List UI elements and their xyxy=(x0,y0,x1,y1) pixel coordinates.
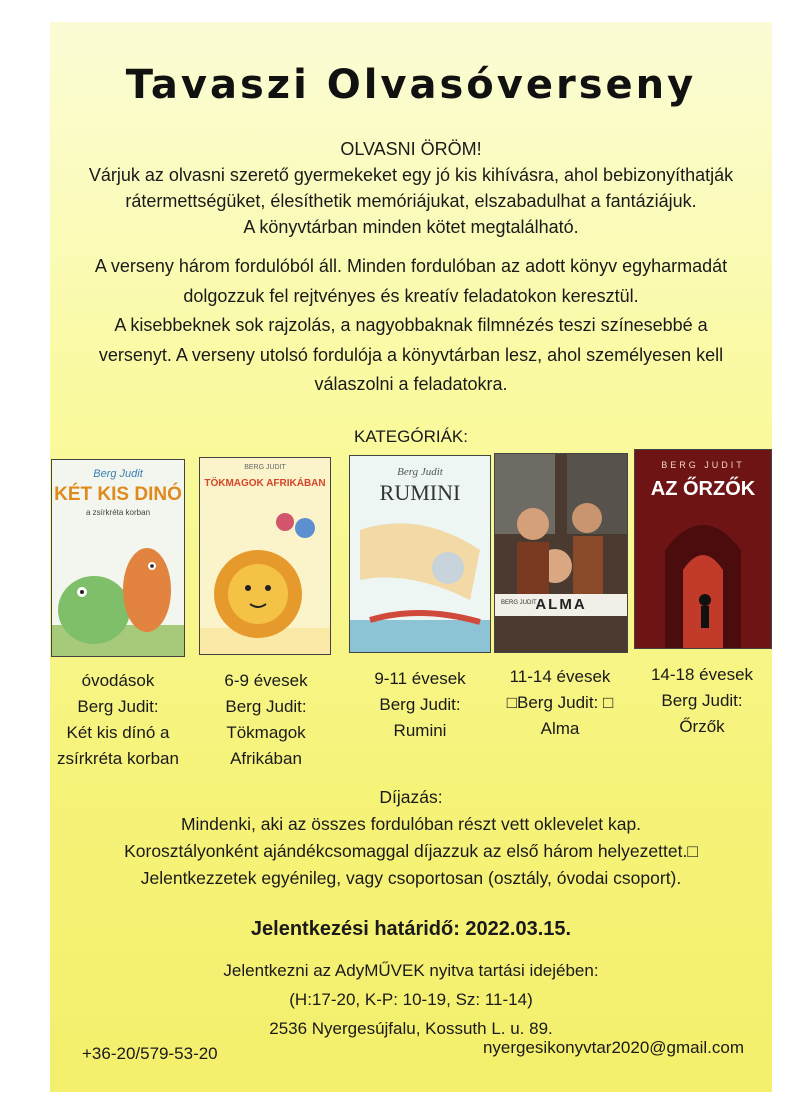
caption-line: óvodások xyxy=(81,671,155,690)
contact-info xyxy=(50,956,772,1043)
category-caption xyxy=(196,668,336,772)
intro-line: OLVASNI ÖRÖM! xyxy=(340,139,482,159)
prize-line: Jelentkezzetek egyénileg, vagy csoportosan (osztály, óvodai csoport). xyxy=(140,868,682,888)
cover-author: BERG JUDIT xyxy=(244,464,286,471)
contact-line: 2536 Nyergesújfalu, Kossuth L. u. 89. xyxy=(269,1019,553,1038)
email-address: nyergesikonyvtar2020@gmail.com xyxy=(482,1038,744,1057)
caption-line: Berg Judit: xyxy=(77,697,159,716)
contact-line: (H:17-20, K-P: 10-19, Sz: 11-14) xyxy=(289,990,533,1009)
caption-line: Berg Judit: xyxy=(661,691,743,710)
book-cover-tokmagok-afrikaban xyxy=(200,458,330,654)
category-caption xyxy=(48,668,188,772)
prize-line: Mindenki, aki az összes fordulóban részt vett oklevelet kap. xyxy=(180,814,642,834)
caption-line: 11-14 évesek xyxy=(509,667,611,686)
caption-line: Rumini xyxy=(393,721,447,740)
phone-number: +36-20/579-53-20 xyxy=(82,1044,218,1063)
caption-line: Berg Judit: xyxy=(225,697,307,716)
intro-line: Várjuk az olvasni szerető gyermekeket egy jó kis kihívásra, ahol bebizonyíthatják xyxy=(88,165,734,185)
caption-line: zsírkréta korban xyxy=(57,749,179,768)
cover-author: Berg Judit xyxy=(397,466,443,478)
caption-line: Berg Judit: xyxy=(379,695,461,714)
caption-line: 9-11 évesek xyxy=(374,669,466,688)
poster xyxy=(50,22,772,1092)
caption-line: 6-9 évesek xyxy=(224,671,308,690)
characters-illustration xyxy=(495,454,627,652)
rules-line: A kisebbeknek sok rajzolás, a nagyobbaknak filmnézés teszi színesebbé a xyxy=(114,315,708,335)
cover-subtitle: a zsírkréta korban xyxy=(85,508,151,517)
cover-author: BERG JUDIT xyxy=(661,460,745,470)
caption-line: 14-18 évesek xyxy=(650,665,754,684)
dinosaur-illustration xyxy=(52,530,184,656)
prize-line: Korosztályonként ajándékcsomaggal díjazzuk az első három helyezettet.□ xyxy=(124,841,698,861)
rules-line: versenyt. A verseny utolsó fordulója a könyvtárban lesz, ahol személyesen kell xyxy=(98,344,724,365)
intro-text xyxy=(50,136,772,240)
rules-line: dolgozzuk fel rejtvényes és kreatív feladatokon keresztül. xyxy=(183,285,639,306)
book-cover-alma xyxy=(495,454,627,652)
caption-line: Őrzők xyxy=(679,717,725,736)
caption-line: Két kis dínó a xyxy=(66,723,170,742)
intro-line: A könyvtárban minden kötet megtalálható. xyxy=(243,217,579,237)
rules-line: A verseny három fordulóból áll. Minden fordulóban az adott könyv egyharmadát xyxy=(94,256,728,276)
cover-title: ALMA xyxy=(535,596,587,613)
book-covers xyxy=(50,450,772,650)
category-caption xyxy=(350,666,490,744)
category-caption xyxy=(632,662,772,740)
book-cover-rumini xyxy=(350,456,490,652)
book-cover-az-orzok xyxy=(635,450,771,648)
cover-title: KÉT KIS DINÓ xyxy=(54,484,182,505)
boat-illustration xyxy=(350,510,490,652)
cover-title: RUMINI xyxy=(379,480,461,505)
caption-line: Afrikában xyxy=(230,749,302,768)
caption-line: Tökmagok xyxy=(226,723,306,742)
cover-title: AZ ŐRZŐK xyxy=(650,478,756,500)
cover-author: Berg Judit xyxy=(93,468,143,480)
deadline: Jelentkezési határidő: 2022.03.15. xyxy=(250,918,572,940)
rules-text xyxy=(50,252,772,400)
caption-line: □Berg Judit: □ xyxy=(506,693,614,712)
cover-title: TÖKMAGOK AFRIKÁBAN xyxy=(204,478,326,489)
categories-heading: KATEGÓRIÁK: xyxy=(354,427,468,446)
book-cover-ket-kis-dino xyxy=(52,460,184,656)
caption-line: Alma xyxy=(540,719,580,738)
contact-line: Jelentkezni az AdyMŰVEK nyitva tartási idejében: xyxy=(223,961,599,980)
rules-line: válaszolni a feladatokra. xyxy=(314,374,508,394)
intro-line: rátermettségüket, élesíthetik memóriájukat, elszabadulhat a fantáziájuk. xyxy=(125,191,697,211)
prize-text xyxy=(50,784,772,892)
lion-illustration xyxy=(200,498,330,654)
prize-heading: Díjazás: xyxy=(379,787,443,807)
cover-author: BERG JUDIT xyxy=(501,600,537,606)
poster-title: Tavaszi Olvasóverseny xyxy=(125,62,697,108)
category-caption xyxy=(490,664,630,742)
